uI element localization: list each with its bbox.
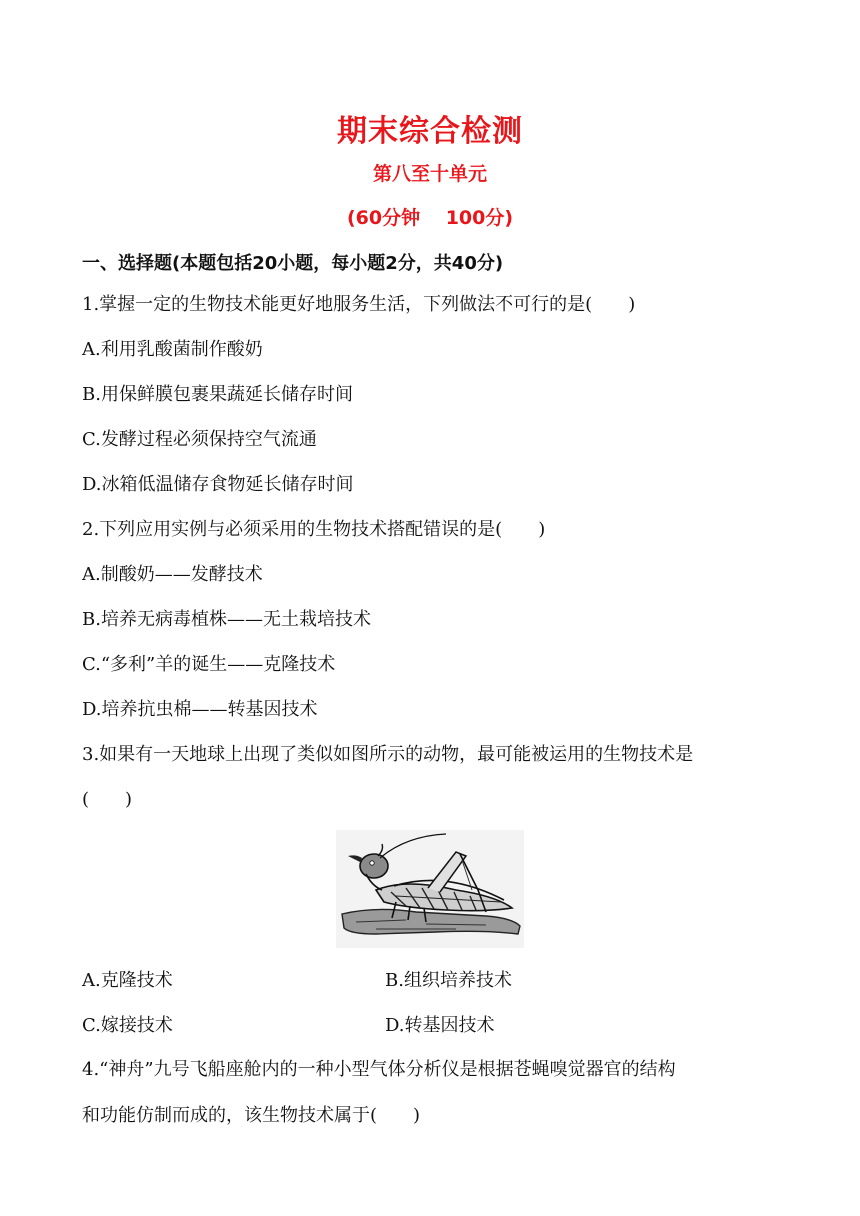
question-3-option-d: D.转基因技术 [385, 1015, 495, 1036]
page-subtitle: 第八至十单元 [372, 163, 487, 185]
section-heading: 一、选择题(本题包括20小题，每小题2分，共40分) [82, 253, 504, 274]
question-3-option-c: C.嫁接技术 [82, 1015, 173, 1036]
question-3-stem-line2: ( ) [82, 789, 133, 810]
question-2-option-a: A.制酸奶——发酵技术 [82, 564, 263, 585]
exam-duration-score: (60分钟 100分) [346, 207, 514, 229]
question-1-option-a: A.利用乳酸菌制作酸奶 [82, 339, 263, 360]
question-2-option-b: B.培养无病毒植株——无土栽培技术 [82, 609, 371, 630]
question-1-stem: 1.掌握一定的生物技术能更好地服务生活，下列做法不可行的是( ) [82, 294, 636, 315]
question-2-option-c: C.“多利”羊的诞生——克隆技术 [82, 654, 336, 675]
page-title: 期末综合检测 [337, 114, 523, 149]
question-1-option-d: D.冰箱低温储存食物延长储存时间 [82, 474, 354, 495]
question-4-stem-line2: 和功能仿制而成的，该生物技术属于( ) [82, 1105, 421, 1126]
question-3-stem-line1: 3.如果有一天地球上出现了类似如图所示的动物，最可能被运用的生物技术是 [82, 744, 694, 765]
bird-grasshopper-hybrid-illustration [336, 830, 524, 948]
question-1-option-c: C.发酵过程必须保持空气流通 [82, 429, 317, 450]
question-2-stem: 2.下列应用实例与必须采用的生物技术搭配错误的是( ) [82, 519, 546, 540]
question-4-stem-line1: 4.“神舟”九号飞船座舱内的一种小型气体分析仪是根据苍蝇嗅觉器官的结构 [82, 1059, 676, 1080]
question-2-option-d: D.培养抗虫棉——转基因技术 [82, 699, 318, 720]
question-3-option-b: B.组织培养技术 [385, 970, 512, 991]
question-1-option-b: B.用保鲜膜包裹果蔬延长储存时间 [82, 384, 353, 405]
question-3-option-a: A.克隆技术 [82, 970, 173, 991]
